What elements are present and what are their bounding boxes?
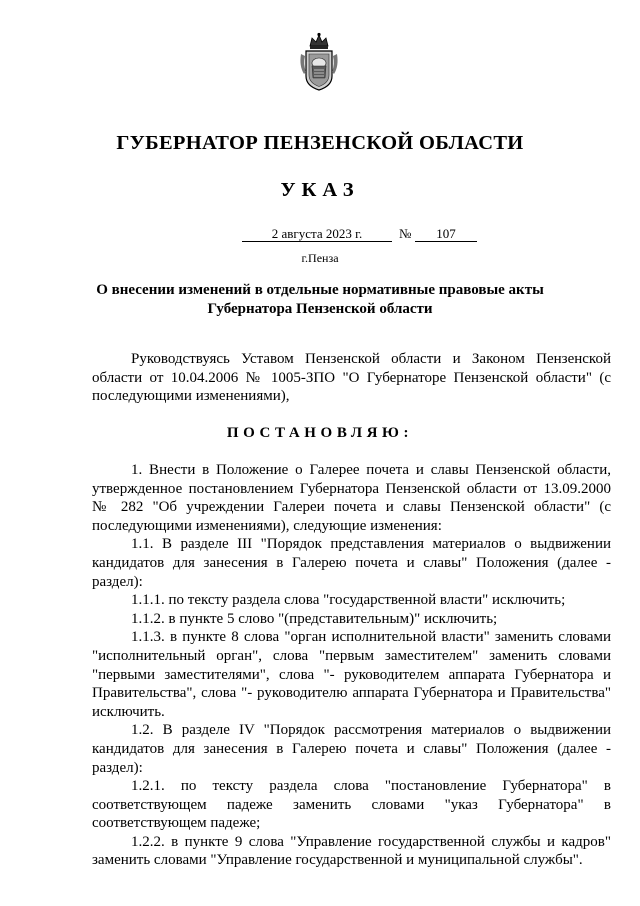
city: г.Пенза: [301, 251, 339, 265]
paragraph: 1.2. В разделе IV "Порядок рассмотрения материалов о выдвижении кандидатов для занесения в Галерею почета и славы" Положения (далее - раздел):: [92, 722, 611, 776]
date-number-line: [0, 226, 640, 246]
paragraph: 1.1.3. в пункте 8 слова "орган исполнительной власти" заменить словами "исполнительный орган", слова "первым заместителем" заменить словами "первыми заместителями", слова "- руководителем аппарата Губернатора и Правительства", слова "- руководителю аппарата Губернатора и Правительства" исключить.: [92, 629, 611, 720]
paragraph: 1.2.1. по тексту раздела слова "постановление Губернатора" в соответствующем падеже заменить словами "указ Губернатора" в соответствующем падеже;: [92, 778, 611, 832]
paragraph: 1.1.2. в пункте 5 слово "(представительным)" исключить;: [131, 610, 498, 627]
paragraph: 1.2.2. в пункте 9 слова "Управление государственной службы и кадров" заменить словами "Управление государственной и муниципальной службы".: [92, 833, 611, 869]
paragraph: 1.1.1. по тексту раздела слова "государственной власти" исключить;: [131, 592, 566, 609]
document-number: 107: [415, 226, 477, 242]
issuing-authority: ГУБЕРНАТОР ПЕНЗЕНСКОЙ ОБЛАСТИ: [116, 132, 524, 154]
document-date: 2 августа 2023 г.: [242, 226, 392, 242]
decree-word: ПОСТАНОВЛЯЮ:: [226, 425, 414, 441]
coat-of-arms-icon: [298, 32, 340, 92]
preamble: [92, 350, 611, 406]
paragraph: 1. Внести в Положение о Галерее почета и славы Пензенской области, утвержденное постановлением Губернатора Пензенской области от 13.09.2000 № 282 "Об учреждении Галереи почета и славы Пензенской области" (с последующими изменениями), следующие изменения:: [92, 462, 611, 534]
document-type: УКАЗ: [280, 179, 360, 201]
document-body: [92, 461, 611, 870]
document-subject: О внесении изменений в отдельные нормативные правовые акты Губернатора Пензенской области: [96, 282, 544, 317]
number-sign: №: [399, 226, 412, 241]
paragraph: 1.1. В разделе III "Порядок представления материалов о выдвижении кандидатов для занесения в Галерею почета и славы" Положения (далее - раздел):: [92, 536, 611, 590]
preamble-text: Руководствуясь Уставом Пензенской области и Законом Пензенской области от 10.04.2006 № 1005-ЗПО "О Губернаторе Пензенской области" (с последующими изменениями),: [92, 351, 611, 405]
